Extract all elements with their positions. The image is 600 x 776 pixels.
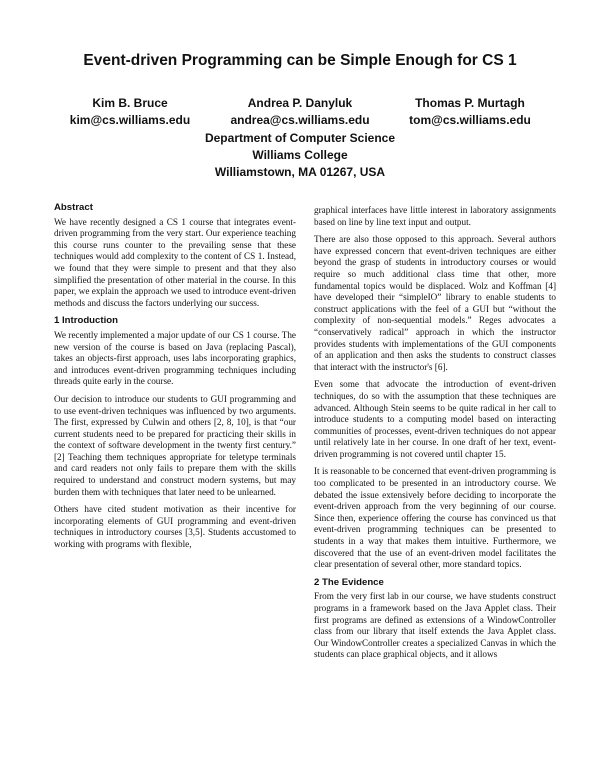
author-name: Kim B. Bruce [92,96,168,110]
author-email: andrea@cs.williams.edu [230,113,370,127]
author-name: Andrea P. Danyluk [247,96,353,110]
intro-paragraph-3: Others have cited student motivation as their incentive for incorporating elements of GUI programming and event-driven techniques in introductory courses [3,5]. Students accustomed to working with programs with flexible, [54,504,296,550]
department: Department of Computer Science [204,131,396,145]
author-email: kim@cs.williams.edu [69,113,191,127]
affiliation [150,130,450,181]
evidence-paragraph: From the very first lab in our course, we have students construct programs in a framework based on the Java Applet class. Their first programs are defined as extensions of a WindowController class from our library that itself extends the Java Applet class. Our WindowController creates a specialized Canvas in which the students can place graphical objects, and it allows [314,591,556,660]
right-paragraph-1: graphical interfaces have little interest in laboratory assignments based on line by line text input and output. [314,205,556,227]
intro-paragraph-1: We recently implemented a major update of our CS 1 course. The new version of the course is based on Java (replacing Pascal), takes an objects-first approach, uses labs incorporating graphics, and introduces event-driven programming techniques including threads quite early in the course. [54,329,296,387]
author-1 [55,95,205,129]
author-email: tom@cs.williams.edu [409,113,531,127]
right-paragraph-2: There are also those opposed to this approach. Several authors have expressed concern that event-driven techniques are either beyond the grasp of students in introductory courses or would require so much additional class time that other, more fundamental topics would be displaced. Wolz and Koffman [4] have developed their “simpleIO” library to enable students to construct applications with the feel of a GUI but “without the complexity of non-sequential models.” Reges advocates a “conservatively radical” approach in which the instructor provides students with implementations of the GUI components of an application and then asks the students to construct classes that interact with the instructor's [6]. [314,234,556,372]
intro-heading: 1 Introduction [54,315,118,327]
abstract-text: We have recently designed a CS 1 course that integrates event-driven programming from the very start. Our experience teaching this course runs counter to the prevailing sense that these techniques would add complexity to the content of CS 1. Instead, we found that they were simple to present and that they also simplified the presentation of other material in the course. In this paper, we explain the approach we used to introduce event-driven methods and discuss the factors underlying our success. [54,216,296,308]
right-paragraph-4: It is reasonable to be concerned that event-driven programming is too complicated to be presented in an introductory course. We debated the issue extensively before deciding to incorporate the event-driven approach from the very beginning of our course. Since then, experience offering the course has convinced us that event-driven programming techniques can be presented to students in a way that makes them intuitive. Furthermore, we discovered that the use of an event-driven model facilitates the clear presentation of several other, more standard topics. [314,466,556,570]
address: Williamstown, MA 01267, USA [214,165,386,179]
author-3 [395,95,545,129]
evidence-heading: 2 The Evidence [314,576,384,588]
abstract-heading: Abstract [54,202,93,213]
right-paragraph-3: Even some that advocate the introduction of event-driven techniques, do so with the assumption that these techniques are advanced. Although Stein seems to be quite radical in her call to introduce students to a computing model based on interacting communities of processes, event-driven techniques do not appear until relatively late in her course. In one draft of her text, event-driven programming is not covered until chapter 15. [314,379,556,459]
author-name: Thomas P. Murtagh [415,96,525,110]
author-2 [200,95,400,129]
right-column [314,205,556,667]
college: Williams College [252,148,348,162]
left-column [54,202,296,557]
paper-title: Event-driven Programming can be Simple Enough for CS 1 [83,52,517,69]
intro-paragraph-2: Our decision to introduce our students to GUI programming and to use event-driven techniques was influenced by two arguments. The first, expressed by Culwin and others [2, 8, 10], is that “our current students need to be prepared for practicing their skills in the context of software development in the twenty first century.” [2] Teaching them techniques appropriate for teletype terminals and card readers not only fails to prepare them with the skills required to understand and construct modern systems, but may burden them with techniques that later need to be unlearned. [54,393,296,497]
